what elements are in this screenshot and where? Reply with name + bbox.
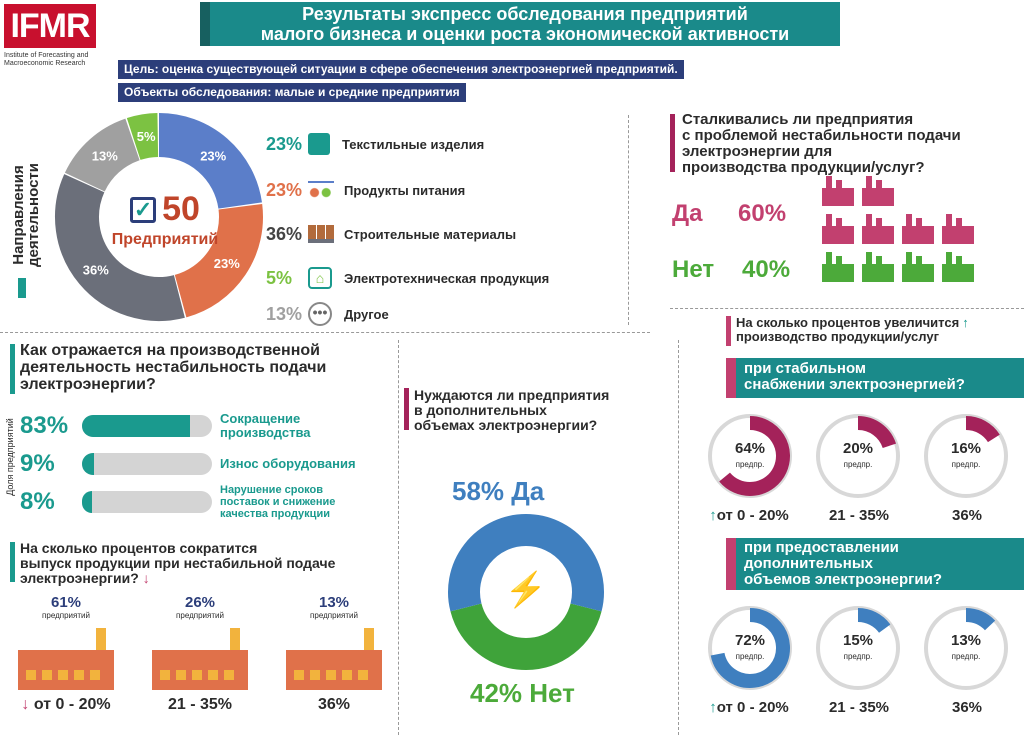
ring-range	[804, 507, 914, 524]
impact-pct: 8%	[20, 488, 55, 515]
power-tower-icon: ⚡	[504, 571, 548, 609]
factory-icon	[152, 628, 248, 690]
question-line: На сколько процентов сократится	[20, 540, 258, 556]
ring-sub: предпр.	[951, 652, 981, 661]
yes-label: Да	[672, 200, 703, 227]
question-line: На сколько процентов увеличится	[736, 315, 960, 330]
factory-icon-grid	[822, 176, 1012, 286]
donut-label: 23%	[213, 256, 240, 272]
logo: IFMR	[4, 4, 96, 48]
legend-item	[266, 220, 606, 248]
objects-banner: Объекты обследования: малые и средние предприятия	[118, 83, 466, 102]
bricks-icon	[308, 225, 334, 243]
legend-label: Электротехническая продукция	[344, 270, 550, 286]
factory-icon	[902, 214, 934, 244]
factory-icon	[862, 252, 894, 282]
accent-bar	[670, 114, 675, 172]
question-line: производства продукции/услуг?	[682, 159, 925, 176]
decrease-range-row	[10, 696, 122, 714]
question-line: деятельность нестабильность подачи	[20, 359, 327, 376]
impact-pct: 9%	[20, 450, 55, 477]
impact-pct: 83%	[20, 412, 69, 439]
ring-percent: 16%	[950, 440, 982, 457]
impact-label-line: производства	[220, 425, 311, 440]
sector-side-label	[10, 148, 42, 288]
arrow-up-icon: ↑	[709, 507, 717, 524]
question-line: Как отражается на производственной	[20, 342, 320, 359]
ring-sub: предпр.	[843, 460, 873, 469]
ring-percent: 64%	[734, 440, 766, 457]
legend-pct: 23%	[266, 133, 303, 154]
ring-range-text: 21 - 35%	[828, 507, 890, 524]
ring-range	[694, 699, 804, 716]
decrease-range: от 0 - 20%	[33, 696, 111, 713]
question-line: электроэнергии?	[20, 376, 156, 393]
instability-question	[682, 112, 1012, 176]
title-line: малого бизнеса и оценки роста экономической активности	[260, 24, 790, 44]
factory-icon	[18, 628, 114, 690]
side-label-line: Направления	[10, 165, 27, 265]
impact-bar-fill	[82, 453, 94, 475]
logo-subtitle	[4, 52, 114, 68]
donut-center	[110, 190, 220, 249]
need-no: 42% Нет	[470, 678, 575, 708]
accent-bar	[404, 388, 409, 430]
ring-range-text: 36%	[951, 507, 983, 524]
ring-percent: 72%	[734, 632, 766, 649]
donut-label: 23%	[200, 148, 227, 164]
decrease-items	[10, 594, 390, 714]
increase-question	[736, 316, 1024, 344]
impact-label-line: качества продукции	[220, 508, 330, 520]
impact-side-label: Доля предприятий	[5, 418, 15, 496]
no-percent: 40%	[742, 256, 791, 283]
center-label: Предприятий	[111, 231, 219, 248]
increase-item	[812, 410, 908, 524]
stable-header	[726, 358, 1024, 398]
ring-range	[912, 699, 1022, 716]
arrow-up-icon: ↑	[709, 699, 717, 716]
ring-percent: 13%	[950, 632, 982, 649]
impact-bar-fill	[82, 415, 190, 437]
impact-label-line: Сокращение	[220, 411, 301, 426]
impact-label	[220, 457, 356, 471]
accent-bar	[10, 542, 15, 582]
impact-bar	[82, 491, 212, 513]
legend-pct: 23%	[266, 179, 303, 200]
divider	[678, 340, 679, 735]
accent-bar	[726, 316, 731, 346]
impact-label-line: поставок и снижение	[220, 496, 336, 508]
factory-icon	[822, 252, 854, 282]
decrease-sub: предприятий	[310, 611, 358, 620]
ring-sub: предпр.	[735, 652, 765, 661]
header-line: при предоставлении	[744, 539, 899, 556]
divider	[670, 308, 1024, 309]
question-line: объемах электроэнергии?	[414, 417, 598, 433]
decrease-item	[278, 594, 390, 714]
ring-range-text: от 0 - 20%	[716, 699, 789, 716]
decrease-pct: 26%	[184, 594, 216, 611]
decrease-item	[10, 594, 122, 714]
impact-bar	[82, 453, 212, 475]
legend-label: Другое	[344, 306, 389, 322]
factory-icon	[902, 252, 934, 282]
increase-item	[704, 602, 800, 716]
ring-range-text: 36%	[951, 699, 983, 716]
ring-range-text: 21 - 35%	[828, 699, 890, 716]
factory-icon	[862, 176, 894, 206]
sector-legend	[266, 130, 606, 328]
need-more-question	[414, 388, 674, 433]
decrease-question	[20, 541, 400, 586]
divider	[0, 332, 650, 333]
decrease-range: 21 - 35%	[167, 696, 233, 713]
impact-bars	[20, 410, 390, 520]
need-yes: 58% Да	[452, 476, 545, 506]
header-line: дополнительных	[744, 555, 873, 572]
impact-label	[220, 484, 335, 520]
ring-range	[694, 507, 804, 524]
legend-item	[266, 300, 606, 328]
legend-pct: 5%	[266, 267, 293, 288]
arrow-down-icon: ↓	[21, 696, 34, 713]
ring-range-text: от 0 - 20%	[716, 507, 789, 524]
ring-sub: предпр.	[843, 652, 873, 661]
increase-item	[704, 410, 800, 524]
question-line: в дополнительных	[414, 402, 547, 418]
header-line: объемов электроэнергии?	[744, 571, 943, 588]
impact-label-line: Нарушение сроков	[220, 484, 324, 496]
question-line: электроэнергии?	[20, 570, 139, 586]
donut-label: 36%	[82, 262, 109, 278]
center-number: 50	[162, 190, 200, 228]
ring-sub: предпр.	[951, 460, 981, 469]
decrease-range: 36%	[317, 696, 351, 713]
shirt-icon	[308, 133, 330, 155]
increase-item	[812, 602, 908, 716]
factory-icon	[862, 214, 894, 244]
stable-rings	[690, 410, 1024, 530]
decrease-pct: 61%	[50, 594, 82, 611]
impact-label-line: Износ оборудования	[220, 456, 356, 471]
divider	[398, 340, 399, 735]
donut-label: 5%	[136, 129, 156, 145]
accent-bar	[10, 344, 15, 394]
page-title	[200, 2, 840, 46]
question-line: Нуждаются ли предприятия	[414, 387, 610, 403]
arrow-up-icon: ↑	[962, 315, 969, 330]
divider	[628, 115, 629, 325]
food-icon	[308, 181, 334, 199]
extra-header	[726, 538, 1024, 590]
impact-label	[220, 412, 311, 440]
legend-label: Продукты питания	[344, 182, 466, 198]
increase-item	[920, 602, 1016, 716]
legend-item	[266, 176, 606, 204]
factory-icon	[942, 252, 974, 282]
ring-percent: 20%	[842, 440, 874, 457]
decrease-sub: предприятий	[176, 611, 224, 620]
legend-pct: 36%	[266, 223, 303, 244]
increase-item	[920, 410, 1016, 524]
factory-icon	[286, 628, 382, 690]
donut-label: 13%	[91, 148, 118, 164]
impact-bar	[82, 415, 212, 437]
ring-range	[912, 507, 1022, 524]
decrease-sub: предприятий	[42, 611, 90, 620]
goal-banner: Цель: оценка существующей ситуации в сфере обеспечения электроэнергией предприятий.	[118, 60, 684, 79]
checkbox-icon: ✓	[130, 197, 156, 223]
ring-range	[804, 699, 914, 716]
question-line: Сталкивались ли предприятия	[682, 111, 914, 128]
legend-label: Текстильные изделия	[342, 136, 485, 152]
logo-sub-line: Macroeconomic Research	[4, 60, 86, 67]
accent-bar	[18, 278, 26, 298]
impact-question	[20, 342, 390, 393]
logo-sub-line: Institute of Forecasting and	[4, 52, 89, 59]
header-line: снабжении электроэнергией?	[744, 376, 965, 393]
extra-rings	[690, 602, 1024, 722]
question-line: производство продукции/услуг	[736, 329, 939, 344]
yes-percent: 60%	[738, 200, 787, 227]
decrease-pct: 13%	[318, 594, 350, 611]
factory-icon	[822, 214, 854, 244]
impact-row	[20, 448, 390, 480]
factory-icon	[942, 214, 974, 244]
legend-item	[266, 264, 606, 292]
electrical-icon: ⌂	[308, 267, 332, 289]
impact-row	[20, 484, 390, 520]
legend-item	[266, 130, 606, 158]
side-label-line: деятельности	[25, 163, 42, 267]
impact-row	[20, 410, 390, 442]
header-line: при стабильном	[744, 360, 866, 377]
decrease-item	[144, 594, 256, 714]
arrow-down-icon: ↓	[142, 570, 150, 586]
question-line: с проблемой нестабильности подачи	[682, 127, 961, 144]
ring-percent: 15%	[842, 632, 874, 649]
question-line: выпуск продукции при нестабильной подаче	[20, 555, 336, 571]
question-line: электроэнергии для	[682, 143, 833, 160]
legend-label: Строительные материалы	[344, 226, 517, 242]
legend-pct: 13%	[266, 303, 303, 324]
more-icon: •••	[308, 302, 332, 326]
title-line: Результаты экспресс обследования предприятий	[302, 4, 748, 24]
factory-icon	[822, 176, 854, 206]
impact-bar-fill	[82, 491, 92, 513]
ring-sub: предпр.	[735, 460, 765, 469]
no-label: Нет	[672, 256, 715, 283]
